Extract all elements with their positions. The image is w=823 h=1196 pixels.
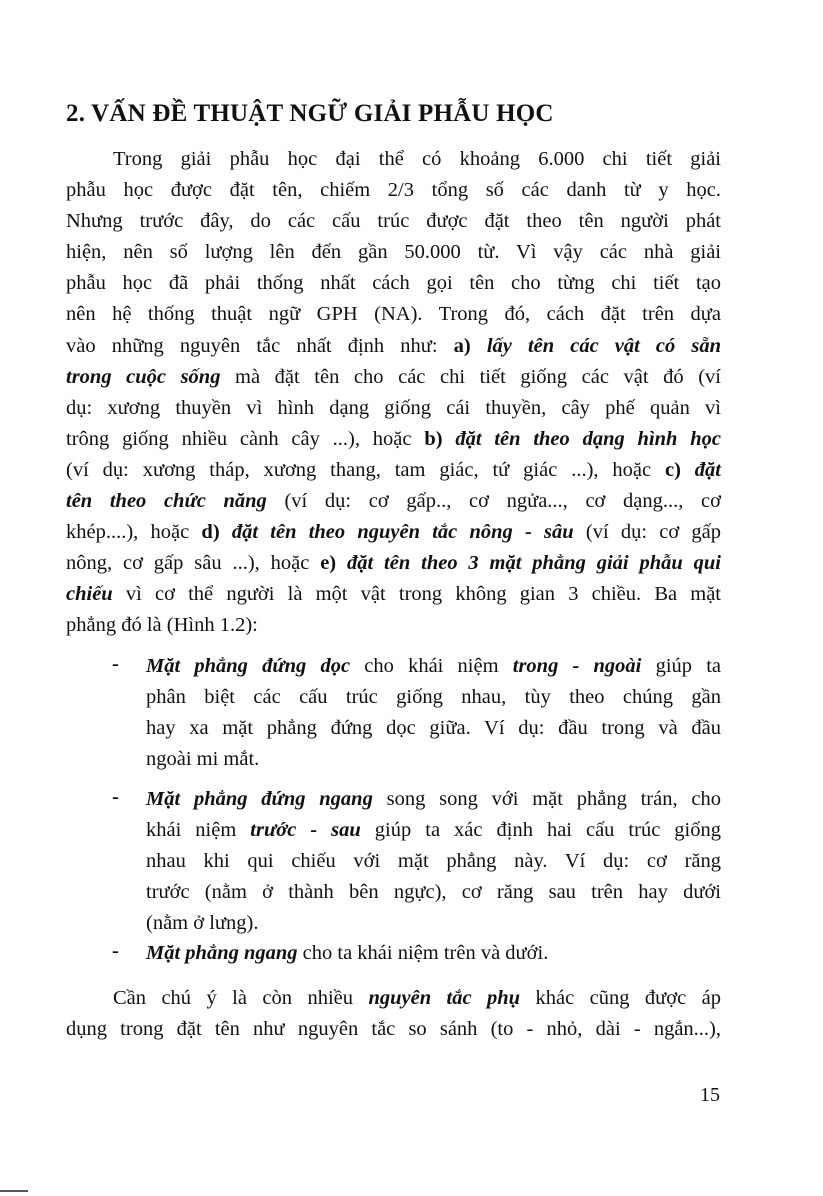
bullet-dash: - <box>112 653 119 675</box>
emphasis-text: lấy tên các vật có sẵn <box>486 335 722 357</box>
text-run: nông, cơ gấp sâu ...), hoặc <box>66 552 321 574</box>
para1-line-7 <box>66 333 721 359</box>
list-marker: a) <box>453 335 487 357</box>
para1-line-15 <box>66 581 721 607</box>
text-run: khép....), hoặc <box>66 521 202 543</box>
para1-line-11 <box>66 457 721 483</box>
para2-line-1 <box>113 985 721 1011</box>
para1-line-3: Nhưng trước đây, do các cấu trúc được đặt theo tên người phát <box>66 210 721 232</box>
text-run: (ví dụ: cơ gấp <box>573 521 722 543</box>
scan-edge-mark <box>0 1190 28 1192</box>
bullet-dash: - <box>112 940 119 962</box>
bullet1-line-3: hay xa mặt phẳng đứng dọc giữa. Ví dụ: đầu trong và đầu <box>146 717 721 739</box>
section-heading: 2. VẤN ĐỀ THUẬT NGỮ GIẢI PHẪU HỌC <box>66 100 554 127</box>
bullet1-line-4: ngoài mi mắt. <box>146 748 260 770</box>
bullet2-line-3: nhau khi qui chiếu với mặt phẳng này. Ví dụ: cơ răng <box>146 850 721 872</box>
emphasis-text: chiếu <box>66 583 113 605</box>
emphasis-text: trong cuộc sống <box>66 366 221 388</box>
para1-line-4: hiện, nên số lượng lên đến gần 50.000 từ. Vì vậy các nhà giải <box>66 241 721 263</box>
text-run: Cần chú ý là còn nhiều <box>113 987 369 1009</box>
text-run: cho ta khái niệm trên và dưới. <box>297 942 549 964</box>
text-run: (ví dụ: xương tháp, xương thang, tam giác, tứ giác ...), hoặc <box>66 459 665 481</box>
para1-line-12 <box>66 488 721 514</box>
para2-line-2: dụng trong đặt tên như nguyên tắc so sánh (to - nhỏ, dài - ngắn...), <box>66 1018 721 1040</box>
bullet-dash: - <box>112 786 119 808</box>
para1-line-10 <box>66 426 721 452</box>
emphasis-text: nguyên tắc phụ <box>368 987 521 1009</box>
text-run: giúp ta xác định hai cấu trúc giống <box>360 819 721 841</box>
para1-line-1: Trong giải phẫu học đại thể có khoảng 6.000 chi tiết giải <box>113 148 721 170</box>
para1-line-5: phẫu học đã phải thống nhất cách gọi tên cho từng chi tiết tạo <box>66 272 721 294</box>
list-marker: b) <box>424 428 456 450</box>
para1-line-16: phẳng đó là (Hình 1.2): <box>66 614 258 636</box>
text-run: khái niệm <box>146 819 251 841</box>
bullet2-line-4: trước (nằm ở thành bên ngực), cơ răng sau trên hay dưới <box>146 881 721 903</box>
text-run: trông giống nhiều cành cây ...), hoặc <box>66 428 425 450</box>
emphasis-text: đặt <box>694 459 721 481</box>
para1-line-9: dụ: xương thuyền vì hình dạng giống cái thuyền, cây phế quản vì <box>66 397 721 419</box>
para1-line-6: nên hệ thống thuật ngữ GPH (NA). Trong đó, cách đặt trên dựa <box>66 303 721 325</box>
page-number: 15 <box>700 1084 720 1106</box>
emphasis-text: đặt tên theo dạng hình học <box>455 428 721 450</box>
emphasis-text: đặt tên theo nguyên tắc nông - sâu <box>231 521 574 543</box>
bullet1-line-2: phân biệt các cấu trúc giống nhau, tùy theo chúng gần <box>146 686 721 708</box>
bullet1-line-1 <box>146 653 721 679</box>
text-run: vào những nguyên tắc nhất định như: <box>66 335 454 357</box>
text-run: cho khái niệm <box>350 655 513 677</box>
emphasis-text: tên theo chức năng <box>66 490 267 512</box>
text-run: giúp ta <box>641 655 722 677</box>
para1-line-8 <box>66 364 721 390</box>
bullet2-line-2 <box>146 817 721 843</box>
text-run: song song với mặt phẳng trán, cho <box>372 788 721 810</box>
bullet2-line-5: (nằm ở lưng). <box>146 912 259 934</box>
text-run: mà đặt tên cho các chi tiết giống các vật đó (ví <box>220 366 721 388</box>
list-marker: d) <box>201 521 232 543</box>
bullet3-line-1 <box>146 940 721 966</box>
para1-line-14 <box>66 550 721 576</box>
list-marker: e) <box>320 552 347 574</box>
text-run: (ví dụ: cơ gấp.., cơ ngửa..., cơ dạng..., cơ <box>266 490 722 512</box>
emphasis-text: Mặt phẳng ngang <box>146 942 298 964</box>
emphasis-text: trước - sau <box>250 819 361 841</box>
text-run: khác cũng được áp <box>520 987 722 1009</box>
text-run: vì cơ thể người là một vật trong không gian 3 chiều. Ba mặt <box>112 583 721 605</box>
emphasis-text: đặt tên theo 3 mặt phẳng giải phẫu qui <box>347 552 721 574</box>
para1-line-13 <box>66 519 721 545</box>
emphasis-text: trong - ngoài <box>512 655 642 677</box>
para1-line-2: phẫu học được đặt tên, chiếm 2/3 tổng số các danh từ y học. <box>66 179 721 201</box>
emphasis-text: Mặt phẳng đứng dọc <box>146 655 351 677</box>
emphasis-text: Mặt phẳng đứng ngang <box>146 788 373 810</box>
bullet2-line-1 <box>146 786 721 812</box>
list-marker: c) <box>664 459 695 481</box>
